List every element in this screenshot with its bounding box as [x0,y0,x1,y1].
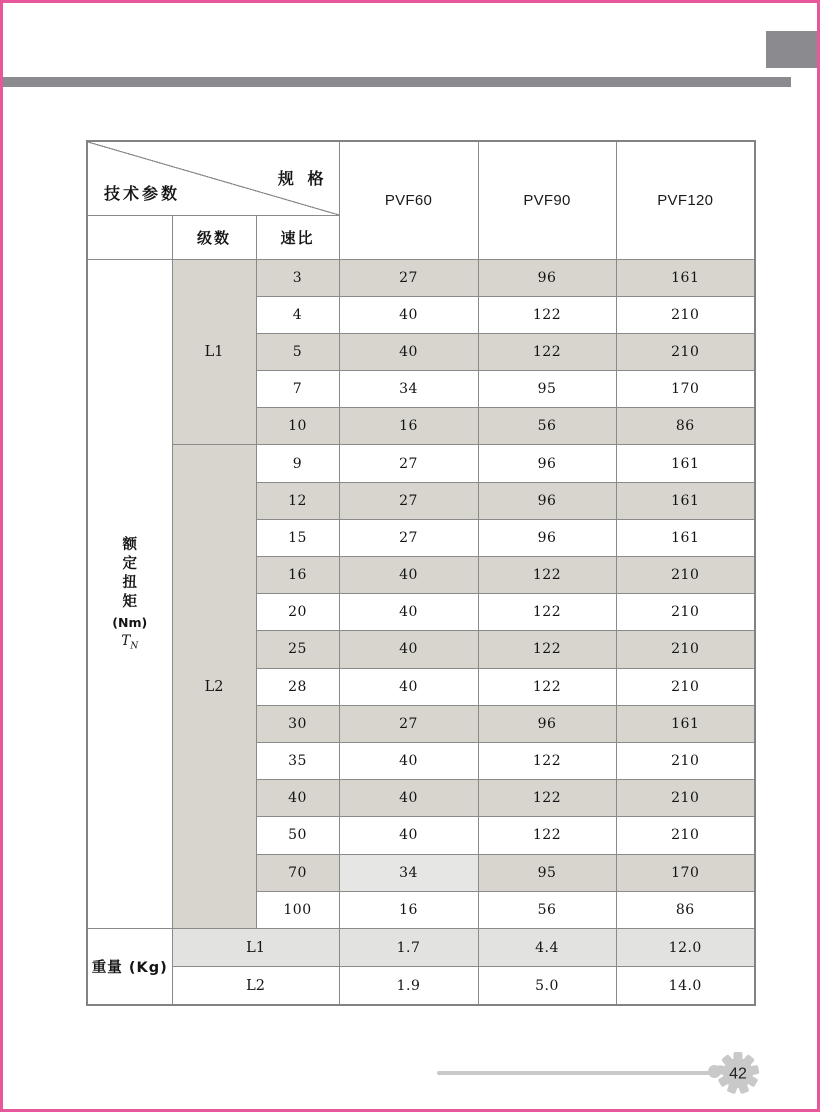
ratio-cell: 15 [256,519,339,556]
value-cell: 210 [616,296,755,333]
value-cell: 95 [478,854,616,891]
value-cell: 161 [616,482,755,519]
value-cell: 210 [616,594,755,631]
value-cell: 96 [478,482,616,519]
value-cell: 122 [478,557,616,594]
value-cell: 34 [339,854,478,891]
value-cell: 40 [339,668,478,705]
weight-value-cell: 4.4 [478,928,616,967]
ratio-cell: 12 [256,482,339,519]
weight-label-cell: 重量 (Kg) [87,928,172,1005]
value-cell: 210 [616,817,755,854]
stage-cell-l2: L2 [172,445,256,928]
value-cell: 34 [339,371,478,408]
value-cell: 40 [339,594,478,631]
value-cell: 210 [616,742,755,779]
value-cell: 86 [616,408,755,445]
torque-label-cell [87,259,172,928]
value-cell: 56 [478,408,616,445]
weight-stage-cell: L1 [172,928,339,967]
value-cell: 27 [339,259,478,296]
weight-value-cell: 5.0 [478,967,616,1006]
torque-unit: (Nm) [112,615,148,631]
torque-symbol-sub: N [130,641,139,652]
value-cell: 27 [339,705,478,742]
weight-value-cell: 1.7 [339,928,478,967]
ratio-cell: 10 [256,408,339,445]
category-axis-label: 技术参数 [104,183,181,203]
gear-icon [715,1050,761,1096]
value-cell: 210 [616,631,755,668]
value-cell: 16 [339,891,478,928]
stage-header: 级数 [172,215,256,259]
value-cell: 96 [478,519,616,556]
value-cell: 27 [339,519,478,556]
value-cell: 16 [339,408,478,445]
value-cell: 40 [339,557,478,594]
page-number: 42 [729,1065,747,1083]
ratio-cell: 4 [256,296,339,333]
ratio-cell: 28 [256,668,339,705]
column-header-pvf90: PVF90 [478,141,616,259]
ratio-cell: 9 [256,445,339,482]
ratio-cell: 70 [256,854,339,891]
ratio-cell: 35 [256,742,339,779]
weight-value-cell: 12.0 [616,928,755,967]
spec-table [86,140,756,1006]
value-cell: 122 [478,296,616,333]
value-cell: 161 [616,519,755,556]
torque-label [88,536,172,652]
spec-axis-label: 规 格 [277,169,328,188]
value-cell: 210 [616,557,755,594]
diagonal-header-cell [87,141,339,215]
value-cell: 56 [478,891,616,928]
ratio-cell: 20 [256,594,339,631]
value-cell: 27 [339,445,478,482]
value-cell: 161 [616,445,755,482]
value-cell: 40 [339,333,478,370]
weight-row [87,928,755,967]
weight-stage-cell: L2 [172,967,339,1006]
footer-rule [437,1071,719,1075]
ratio-cell: 25 [256,631,339,668]
ratio-cell: 100 [256,891,339,928]
value-cell: 210 [616,780,755,817]
ratio-cell: 5 [256,333,339,370]
value-cell: 40 [339,296,478,333]
value-cell: 170 [616,854,755,891]
table-row [87,259,755,296]
value-cell: 95 [478,371,616,408]
value-cell: 96 [478,259,616,296]
weight-value-cell: 14.0 [616,967,755,1006]
ratio-cell: 7 [256,371,339,408]
value-cell: 122 [478,817,616,854]
weight-value-cell: 1.9 [339,967,478,1006]
value-cell: 96 [478,445,616,482]
value-cell: 161 [616,705,755,742]
ratio-cell: 3 [256,259,339,296]
value-cell: 122 [478,594,616,631]
stage-cell-l1: L1 [172,259,256,445]
value-cell: 210 [616,333,755,370]
ratio-cell: 30 [256,705,339,742]
value-cell: 40 [339,817,478,854]
column-header-pvf60: PVF60 [339,141,478,259]
value-cell: 122 [478,742,616,779]
value-cell: 96 [478,705,616,742]
ratio-cell: 40 [256,780,339,817]
table-header-row [87,141,755,215]
ratio-cell: 50 [256,817,339,854]
value-cell: 210 [616,668,755,705]
empty-header-cell [87,215,172,259]
torque-symbol [121,633,138,652]
value-cell: 40 [339,742,478,779]
value-cell: 122 [478,333,616,370]
weight-row [87,967,755,1006]
header-rule [3,77,791,87]
value-cell: 122 [478,668,616,705]
ratio-header: 速比 [256,215,339,259]
torque-name-vertical: 额定扭矩 [122,536,137,610]
ratio-cell: 16 [256,557,339,594]
value-cell: 86 [616,891,755,928]
torque-symbol-main: T [121,633,131,650]
value-cell: 27 [339,482,478,519]
column-header-pvf120: PVF120 [616,141,755,259]
value-cell: 40 [339,780,478,817]
value-cell: 161 [616,259,755,296]
value-cell: 40 [339,631,478,668]
table-row [87,445,755,482]
value-cell: 170 [616,371,755,408]
value-cell: 122 [478,780,616,817]
value-cell: 122 [478,631,616,668]
header-corner-block [766,31,817,68]
